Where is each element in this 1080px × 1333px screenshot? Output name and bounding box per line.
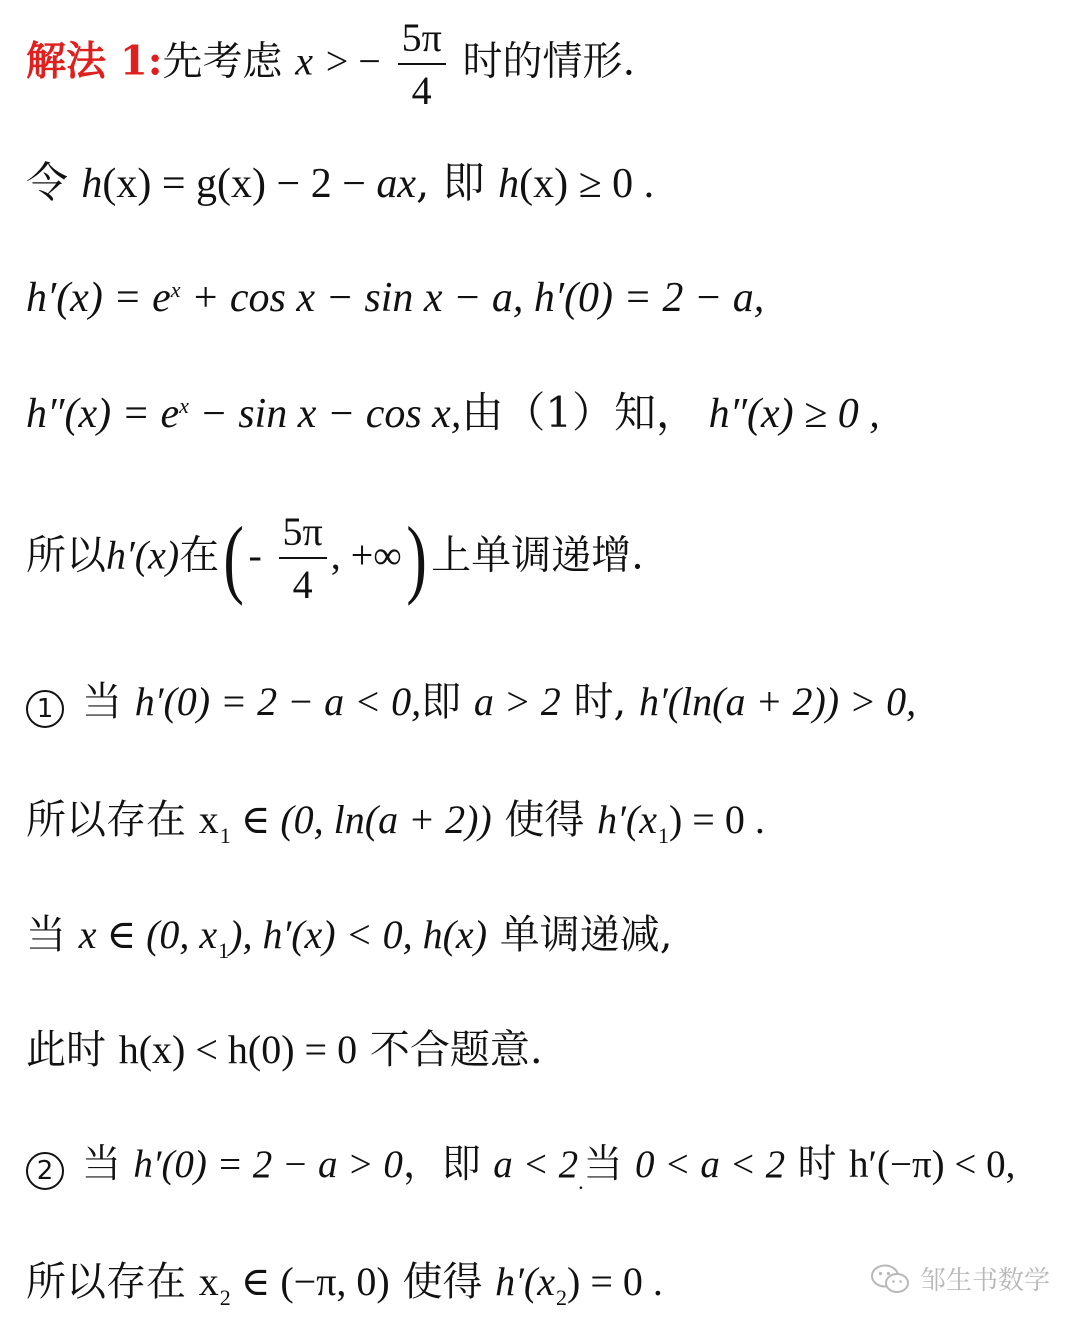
text: 单调递减, <box>487 912 673 958</box>
text: 在 <box>179 532 220 579</box>
math: h′(x) = e <box>26 275 171 321</box>
math: h <box>498 161 520 207</box>
text: 使得 <box>491 797 598 843</box>
dot: . <box>578 1169 584 1194</box>
numerator: 5π <box>401 15 442 60</box>
math: h′(−π) < 0, <box>848 1143 1016 1186</box>
math: ) = 0 . <box>668 797 765 842</box>
math: ∈ (−π, 0) <box>230 1259 390 1304</box>
text: 所以存在 <box>26 797 199 843</box>
math: ax <box>376 161 417 207</box>
line-case-1 <box>26 679 917 728</box>
line-contradiction <box>26 1027 543 1073</box>
denominator: 4 <box>411 68 432 113</box>
text: 令 <box>26 158 69 207</box>
math: h <box>81 161 103 207</box>
text: 即 <box>421 679 474 725</box>
math: x ∈ (0, x <box>78 912 218 957</box>
math: h′(x <box>495 1259 555 1304</box>
fraction-5pi-over-4 <box>398 15 446 113</box>
math-minus: - <box>248 532 262 578</box>
text: 当 <box>583 1142 636 1187</box>
denominator: 4 <box>292 562 313 607</box>
line-method-1 <box>26 15 636 113</box>
math: h′(ln(a + 2)) > 0, <box>638 679 917 724</box>
text: ，即 <box>402 1142 494 1187</box>
line-h-prime <box>26 277 764 319</box>
circled-number-2: 2 <box>26 1152 64 1190</box>
text: 当 <box>82 679 135 725</box>
numerator: 5π <box>282 509 323 554</box>
watermark <box>870 1260 1050 1297</box>
right-paren: ) <box>406 509 427 607</box>
math-relation: > − <box>325 38 381 84</box>
math: ∈ (0, ln(a + 2)) <box>230 797 492 842</box>
math: h′(0) = 2 − a, <box>523 275 765 321</box>
subscript: 1 <box>218 938 230 963</box>
subscript: 2 <box>556 1285 567 1310</box>
line-define-h <box>26 158 655 207</box>
method-label: 解法 1: <box>26 37 163 85</box>
math: a < 2 <box>493 1143 579 1186</box>
text: 先考虑 <box>162 38 283 85</box>
text: 上单调递增. <box>431 532 644 579</box>
math: x <box>198 1259 219 1304</box>
text: 使得 <box>389 1259 496 1305</box>
math-x: x <box>295 38 314 84</box>
text: 不合题意. <box>357 1027 543 1073</box>
subscript: 1 <box>219 823 231 848</box>
watermark-text: 邹生书数学 <box>919 1266 1050 1296</box>
line-monotonic-increase <box>26 509 644 607</box>
math: , +∞ <box>330 532 402 578</box>
text: 当 <box>82 1142 134 1187</box>
line-exists-x2 <box>26 1259 663 1310</box>
math: h′(0) = 2 − a > 0 <box>133 1143 403 1186</box>
math: ) = 0 . <box>567 1259 663 1304</box>
math: 0 < a < 2 <box>635 1143 786 1186</box>
math: h″(x) ≥ 0 , <box>698 391 880 437</box>
math: h′(0) = 2 − a < 0, <box>134 679 422 724</box>
subscript: 2 <box>219 1285 231 1310</box>
line-decreasing <box>26 912 673 963</box>
line-h-double-prime <box>26 388 880 437</box>
math: x <box>198 797 219 842</box>
math: ), h′(x) < 0, h(x) <box>229 912 488 957</box>
line-exists-x1 <box>26 797 765 848</box>
text: 所以存在 <box>26 1259 199 1305</box>
superscript: x <box>179 393 189 418</box>
math: h′(x) <box>106 532 180 578</box>
text: 时 <box>785 1142 849 1187</box>
line-case-2 <box>26 1142 1016 1194</box>
math: (x) ≥ 0 . <box>519 161 655 207</box>
math: − sin x − cos x, <box>188 391 462 437</box>
fraction-bar <box>279 557 327 559</box>
text: , 即 <box>416 158 499 207</box>
text: 所以 <box>26 532 106 579</box>
left-paren: ( <box>223 509 245 607</box>
fraction-bar <box>398 63 446 65</box>
text: 时的情形. <box>462 38 636 85</box>
text: 当 <box>26 912 79 958</box>
subscript: 1 <box>657 823 669 848</box>
math: h(x) < h(0) = 0 <box>118 1027 358 1072</box>
math: (x) = g(x) − 2 − <box>102 161 377 207</box>
text: 由（1）知， <box>461 388 699 437</box>
circled-number-1: 1 <box>26 690 64 728</box>
text: 时, <box>560 679 639 725</box>
math: a > 2 <box>473 679 561 724</box>
text: 此时 <box>26 1027 119 1073</box>
math: h′(x <box>597 797 657 842</box>
math: + cos x − sin x − a, <box>180 275 524 321</box>
fraction-5pi-over-4 <box>279 509 327 607</box>
superscript: x <box>170 277 181 302</box>
math: h″(x) = e <box>26 391 180 437</box>
wechat-icon <box>870 1263 910 1295</box>
